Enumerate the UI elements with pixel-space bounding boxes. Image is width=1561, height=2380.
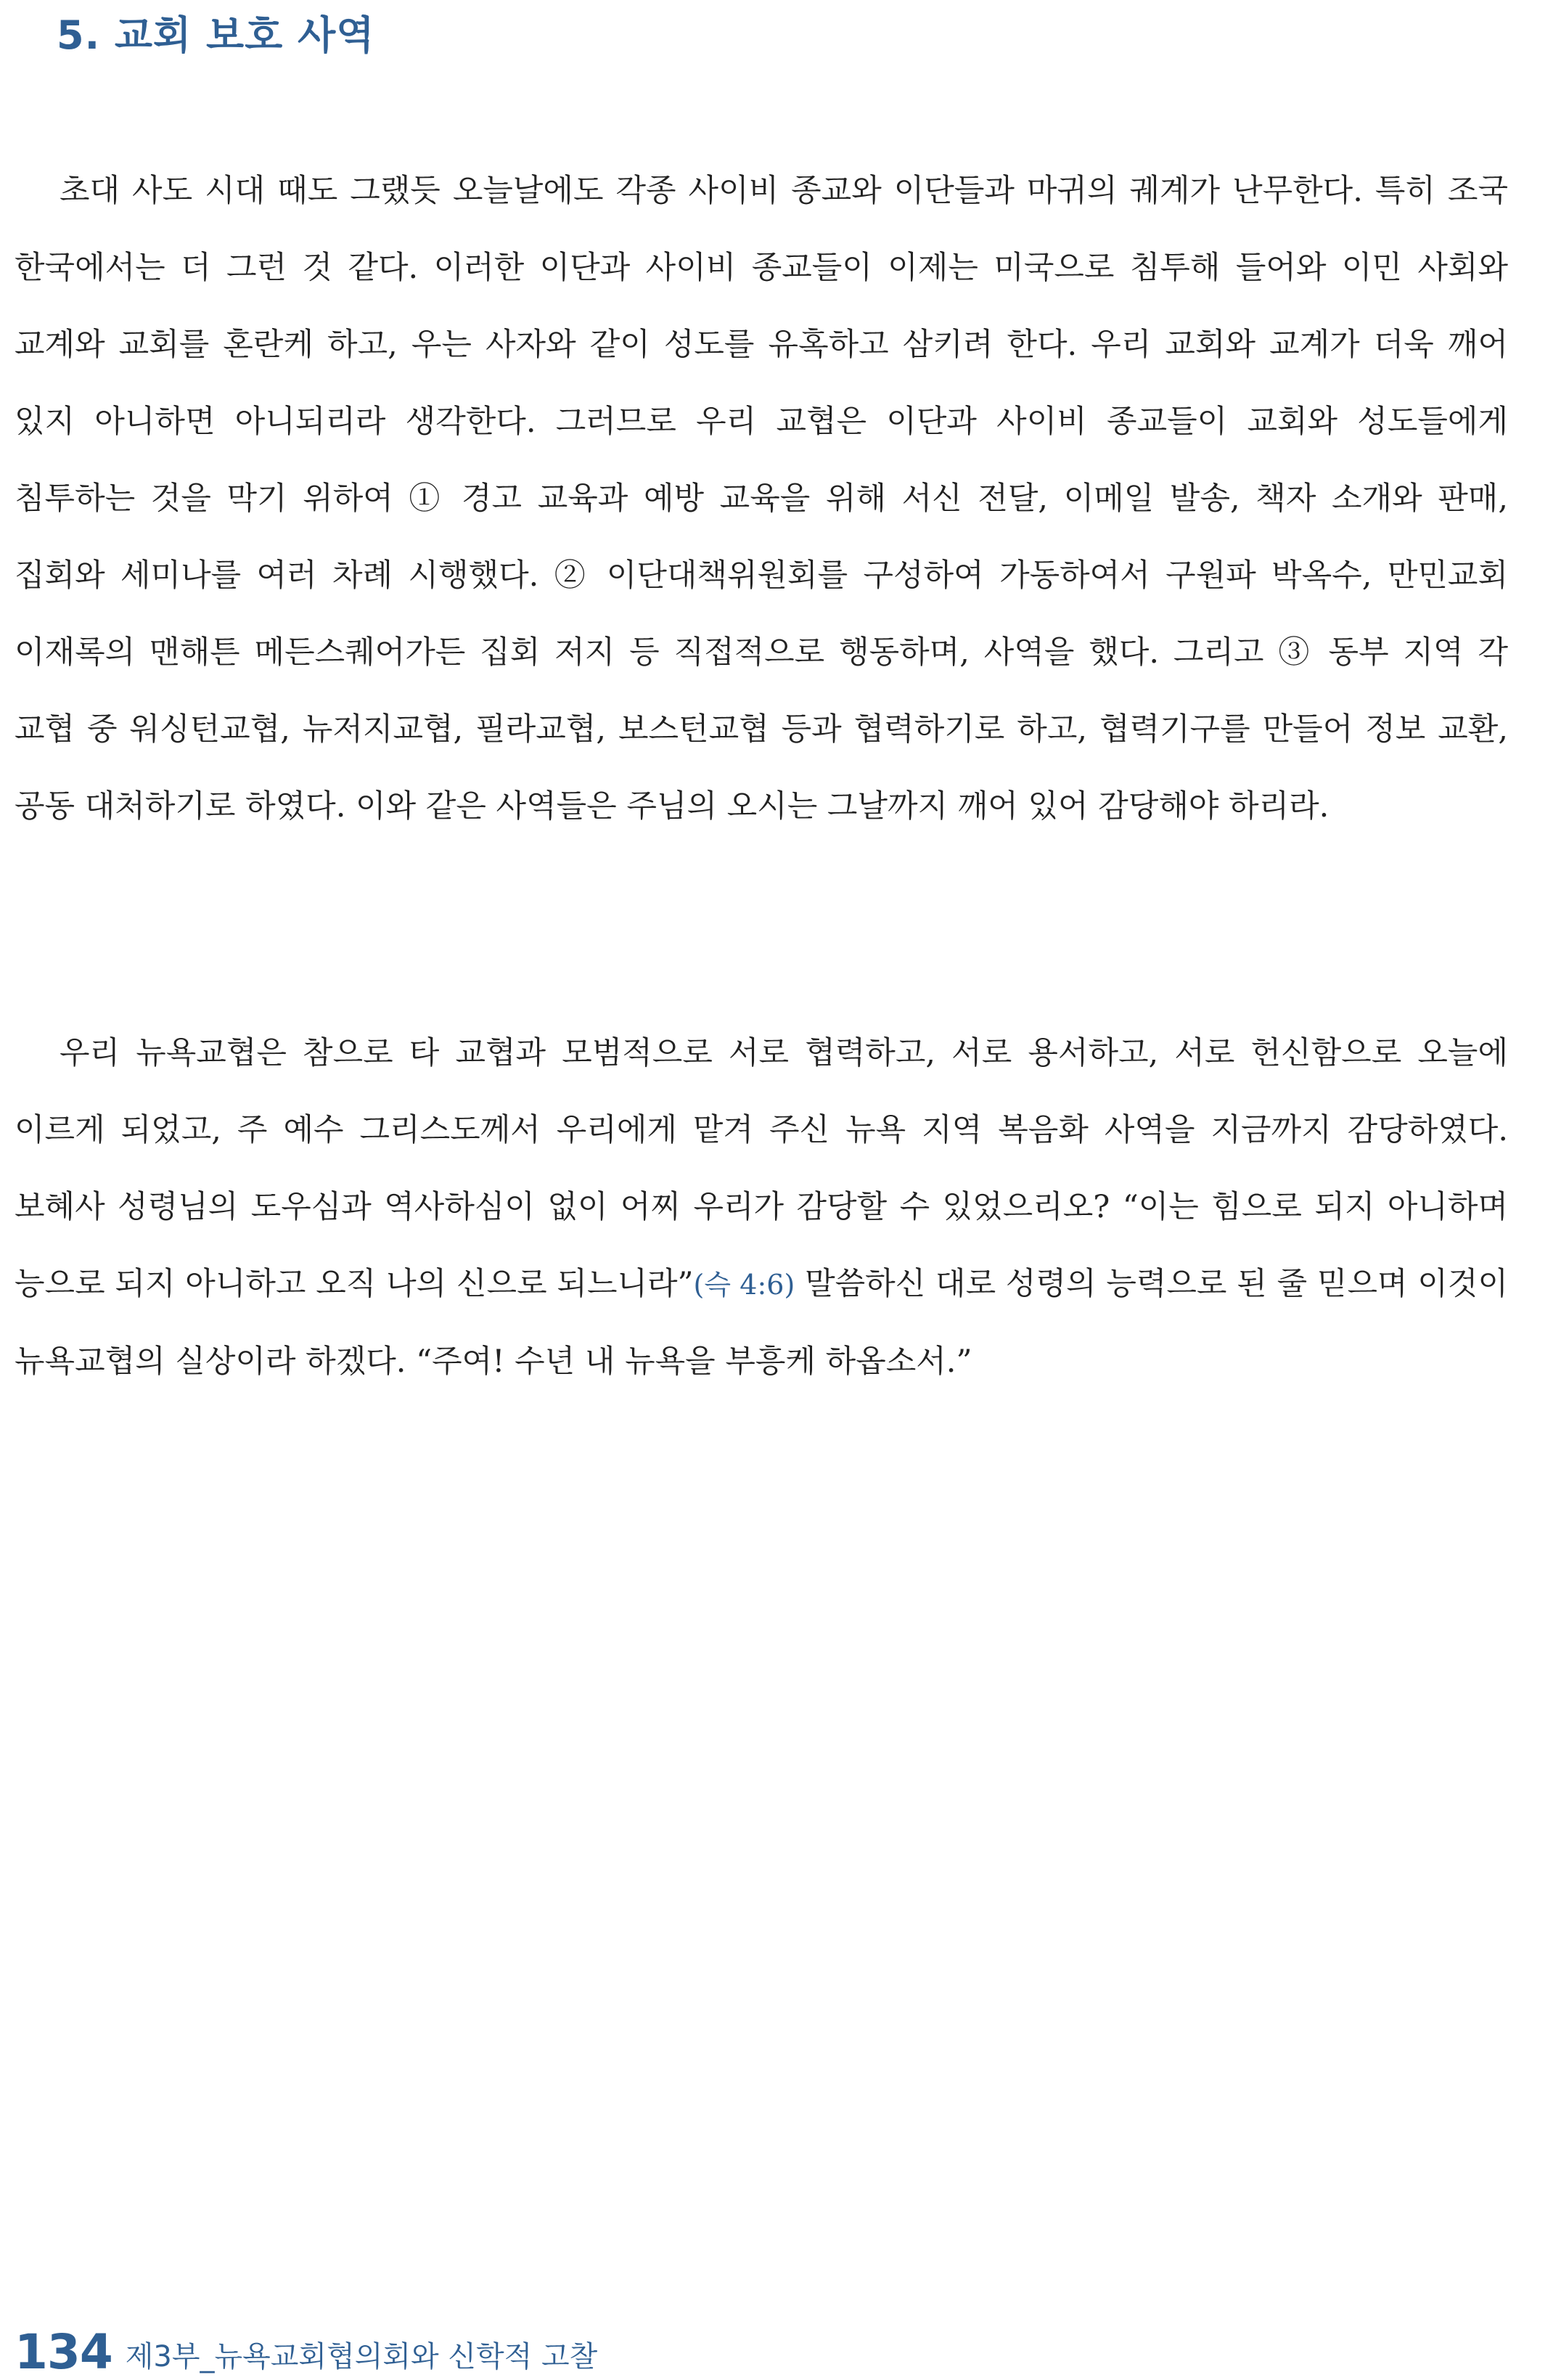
paragraph-text: 말씀하신 대로 성령의 능력으로 된 줄 믿으며 이것이 뉴욕교협의 실상이라 하겠다. “주여! 수년 내 뉴욕을 부흥케 하옵소서.” — [15, 1266, 1508, 1380]
page-number: 134 — [15, 2324, 112, 2380]
paragraph: 초대 사도 시대 때도 그랬듯 오늘날에도 각종 사이비 종교와 이단들과 마귀의 궤계가 난무한다. 특히 조국 한국에서는 더 그런 것 같다. 이러한 이단과 사이비 종교들이 이제는 미국으로 침투해 들어와 이민 사회와 교계와 교회를 혼란케 하고, 우는 사자와 같이 성도를 유혹하고 삼키려 한다. 우리 교회와 교계가 더욱 깨어 있지 아니하면 아니되리라 생각한다. 그러므로 우리 교협은 이단과 사이비 종교들이 교회와 성도들에게 침투하는 것을 막기 위하여 ① 경고 교육과 예방 교육을 위해 서신 전달, 이메일 발송, 책자 소개와 판매, 집회와 세미나를 여러 차례 시행했다. ② 이단대책위원회를 구성하여 가동하여서 구원파 박옥수, 만민교회 이재록의 맨해튼 메든스퀘어가든 집회 저지 등 직접적으로 행동하며, 사역을 했다. 그리고 ③ 동부 지역 각 교협 중 워싱턴교협, 뉴저지교협, 필라교협, 보스턴교협 등과 협력하기로 하고, 협력기구를 만들어 정보 교환, 공동 대처하기로 하였다. 이와 같은 사역들은 주님의 오시는 그날까지 깨어 있어 감당해야 하리라. — [15, 173, 1508, 825]
section-title: 5. 교회 보호 사역 — [57, 12, 375, 58]
page-footer — [15, 2311, 598, 2380]
running-head: 제3부_뉴욕교회협의회와 신학적 고찰 — [125, 2340, 598, 2373]
body-text-block-1 — [15, 152, 1508, 845]
paragraph-text: 우리 뉴욕교협은 참으로 타 교협과 모범적으로 서로 협력하고, 서로 용서하고, 서로 헌신함으로 오늘에 이르게 되었고, 주 예수 그리스도께서 우리에게 맡겨 주신 뉴욕 지역 복음화 사역을 지금까지 감당하였다. 보혜사 성령님의 도우심과 역사하심이 없이 어찌 우리가 감당할 수 있었으리오? “이는 힘으로 되지 아니하며 능으로 되지 아니하고 오직 나의 신으로 되느니라” — [15, 1035, 1508, 1302]
body-text-block-2 — [15, 1015, 1508, 1400]
paragraph — [15, 1015, 1508, 1400]
scripture-reference: (슥 4:6) — [693, 1269, 795, 1301]
